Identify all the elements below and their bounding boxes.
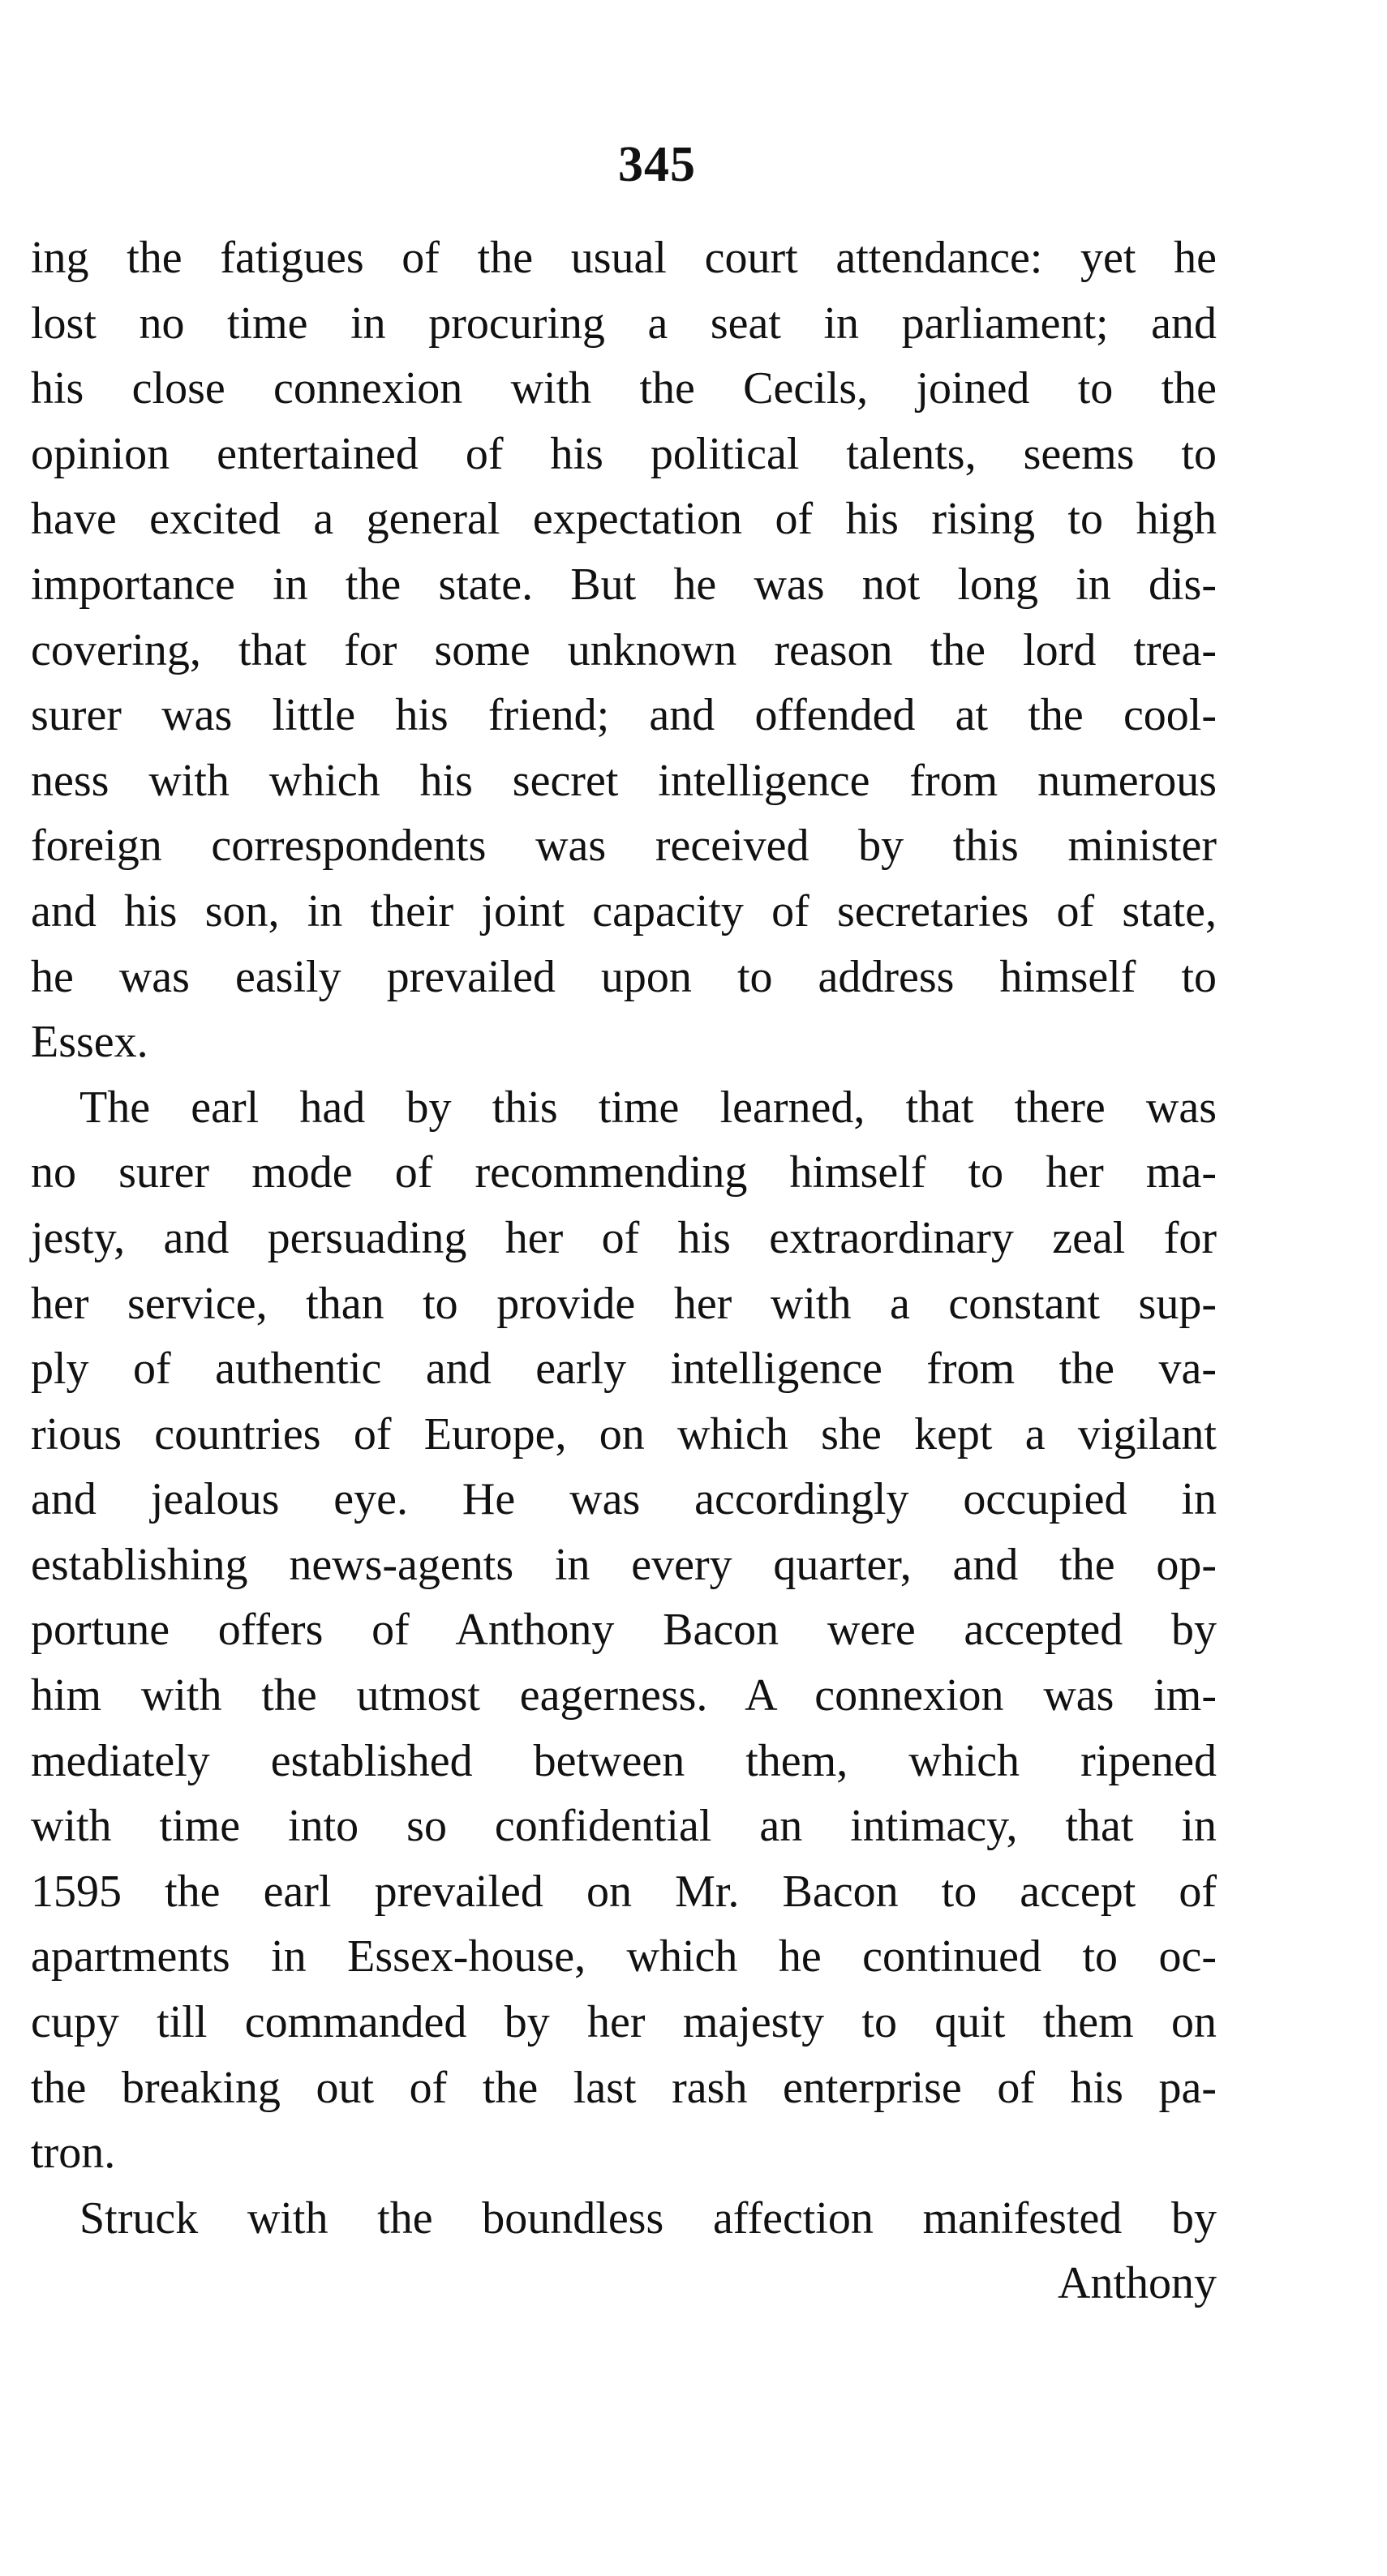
- text-line: and jealous eye. He was accordingly occupied in: [31, 1474, 1217, 1525]
- text-line: his close connexion with the Cecils, joined to the: [31, 363, 1217, 414]
- text-line: foreign correspondents was received by this minister: [31, 821, 1217, 872]
- text-line: surer was little his friend; and offended at the cool-: [31, 690, 1217, 741]
- text-line: ness with which his secret intelligence from numerous: [31, 755, 1217, 806]
- text-line: the breaking out of the last rash enterprise of his pa-: [31, 2062, 1217, 2113]
- text-line: ing the fatigues of the usual court attendance: yet he: [31, 233, 1217, 283]
- text-line: opinion entertained of his political talents, seems to: [31, 428, 1217, 479]
- body-text: [31, 225, 1217, 2317]
- text-line: rious countries of Europe, on which she kept a vigilant: [31, 1408, 1217, 1459]
- text-line: he was easily prevailed upon to address himself to: [31, 951, 1217, 1002]
- text-line: and his son, in their joint capacity of secretaries of state,: [31, 885, 1217, 937]
- paragraph-end-line: Essex.: [31, 1017, 148, 1068]
- text-line: portune offers of Anthony Bacon were accepted by: [31, 1605, 1217, 1656]
- text-line: no surer mode of recommending himself to her ma-: [31, 1147, 1217, 1198]
- page-number: 345: [618, 137, 696, 192]
- paragraph-end-line: tron.: [31, 2128, 116, 2179]
- text-line: lost no time in procuring a seat in parliament; and: [31, 298, 1217, 349]
- text-line: with time into so confidential an intimacy, that in: [31, 1801, 1217, 1852]
- text-line: her service, than to provide her with a constant sup-: [31, 1278, 1217, 1329]
- text-line: him with the utmost eagerness. A connexion was im-: [31, 1670, 1217, 1721]
- paragraph-start-line: The earl had by this time learned, that there was: [79, 1082, 1217, 1133]
- text-line: 1595 the earl prevailed on Mr. Bacon to accept of: [31, 1866, 1217, 1917]
- text-line: have excited a general expectation of his rising to high: [31, 494, 1217, 545]
- text-line: ply of authentic and early intelligence from the va-: [31, 1344, 1217, 1395]
- paragraph-start-line: Struck with the boundless affection manifested by: [79, 2192, 1217, 2244]
- text-line: covering, that for some unknown reason the lord trea-: [31, 624, 1217, 675]
- catchword: Anthony: [1058, 2258, 1217, 2309]
- text-line: apartments in Essex-house, which he continued to oc-: [31, 1931, 1217, 1982]
- text-line: establishing news-agents in every quarter, and the op-: [31, 1539, 1217, 1590]
- text-line: importance in the state. But he was not long in dis-: [31, 559, 1217, 610]
- text-line: jesty, and persuading her of his extraordinary zeal for: [31, 1212, 1217, 1263]
- text-line: mediately established between them, which ripened: [31, 1735, 1217, 1786]
- text-line: cupy till commanded by her majesty to quit them on: [31, 1997, 1217, 2048]
